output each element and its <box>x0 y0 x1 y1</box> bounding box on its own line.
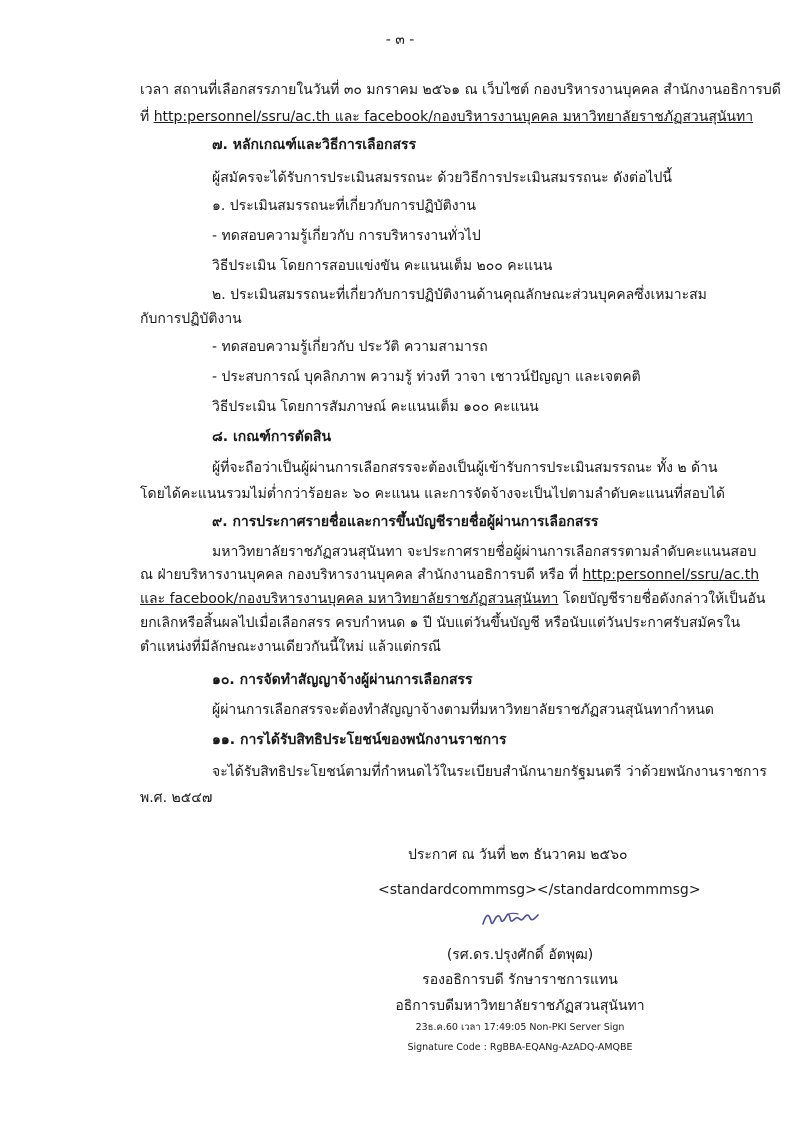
section9-line1: มหาวิทยาลัยราชภัฏสวนสุนันทา จะประกาศรายชื่อผู้ผ่านการเลือกสรรตามลำดับคะแนนสอบ <box>212 544 757 560</box>
section11-line1: จะได้รับสิทธิประโยชน์ตามที่กำหนดไว้ในระเบียบสำนักนายกรัฐมนตรี ว่าด้วยพนักงานราชการ <box>212 764 767 780</box>
handwritten-signature <box>480 906 542 930</box>
signer-title-acting: รองอธิการบดี รักษาราชการแทน <box>422 972 618 988</box>
signature-code: Signature Code : RgBBA-EQANg-AzADQ-AMQBE <box>407 1042 633 1053</box>
section9-line3 <box>140 589 766 609</box>
signer-title-president: อธิการบดีมหาวิทยาลัยราชภัฏสวนสุนันทา <box>395 998 645 1014</box>
website-facebook-link[interactable]: http:personnel/ssru/ac.th และ facebook/กองบริหารงานบุคคล มหาวิทยาลัยราชภัฏสวนสุนันทา <box>153 109 754 125</box>
section9-line3-text: โดยบัญชีรายชื่อดังกล่าวให้เป็นอัน <box>562 591 766 607</box>
para1-line2-prefix: ที่ <box>140 109 154 125</box>
section8-line1: ผู้ที่จะถือว่าเป็นผู้ผ่านการเลือกสรรจะต้องเป็นผู้เข้ารับการประเมินสมรรถนะ ทั้ง ๒ ด้าน <box>212 460 718 476</box>
section11-heading: ๑๑. การได้รับสิทธิประโยชน์ของพนักงานราชการ <box>212 732 507 748</box>
section9-heading: ๙. การประกาศรายชื่อและการขึ้นบัญชีรายชื่อผู้ผ่านการเลือกสรร <box>212 514 599 530</box>
sign-timestamp: 23ธ.ค.60 เวลา 17:49:05 Non-PKI Server Sign <box>415 1022 625 1033</box>
section7-heading: ๗. หลักเกณฑ์และวิธีการเลือกสรร <box>212 137 417 153</box>
section9-line4: ยกเลิกหรือสิ้นผลไปเมื่อเลือกสรร ครบกำหนด ๑ ปี นับแต่วันขึ้นบัญชี หรือนับแต่วันประกาศรับสมัครใน <box>140 615 741 631</box>
section9-facebook-link[interactable]: และ facebook/กองบริหารงานบุคคล มหาวิทยาลัยราชภัฏสวนสุนันทา <box>140 591 559 607</box>
section9-line2 <box>140 565 760 585</box>
section7-item2-method: วิธีประเมิน โดยการสัมภาษณ์ คะแนนเต็ม ๑๐๐ คะแนน <box>212 399 539 415</box>
section7-item1-method: วิธีประเมิน โดยการสอบแข่งขัน คะแนนเต็ม ๒๐๐ คะแนน <box>212 258 553 274</box>
section7-item1-test: - ทดสอบความรู้เกี่ยวกับ การบริหารงานทั่วไป <box>212 228 481 244</box>
section9-line2-text: ณ ฝ่ายบริหารงานบุคคล กองบริหารงานบุคคล สำนักงานอธิการบดี หรือ ที่ <box>140 567 579 583</box>
section7-item2-line2: กับการปฏิบัติงาน <box>140 311 242 327</box>
section7-intro: ผู้สมัครจะได้รับการประเมินสมรรถนะ ด้วยวิธีการประเมินสมรรถนะ ดังต่อไปนี้ <box>212 170 673 186</box>
section10-heading: ๑๐. การจัดทำสัญญาจ้างผู้ผ่านการเลือกสรร <box>212 672 473 688</box>
signer-name: (รศ.ดร.ปรุงศักดิ์ อัตพุฒ) <box>446 947 594 963</box>
para1-line2 <box>140 107 753 127</box>
section7-item2-test2: - ประสบการณ์ บุคลิกภาพ ความรู้ ท่วงที วาจา เชาวน์ปัญญา และเจตคติ <box>212 369 641 385</box>
announcement-date: ประกาศ ณ วันที่ ๒๓ ธันวาคม ๒๕๖๐ <box>408 847 628 863</box>
section8-line2: โดยได้คะแนนรวมไม่ต่ำกว่าร้อยละ ๖๐ คะแนน และการจัดจ้างจะเป็นไปตามลำดับคะแนนที่สอบได้ <box>140 486 726 502</box>
section7-item2-test1: - ทดสอบความรู้เกี่ยวกับ ประวัติ ความสามารถ <box>212 339 488 355</box>
section7-item2-line1: ๒. ประเมินสมรรถนะที่เกี่ยวกับการปฏิบัติงานด้านคุณลักษณะส่วนบุคคลซึ่งเหมาะสม <box>212 287 707 303</box>
page-number: - ๓ - <box>385 32 415 48</box>
para1-line1: เวลา สถานที่เลือกสรรภายในวันที่ ๓๐ มกราคม ๒๕๖๑ ณ เว็บไซต์ กองบริหารงานบุคคล สำนักงานอธิการบดี <box>140 82 781 98</box>
section7-item1: ๑. ประเมินสมรรถนะที่เกี่ยวกับการปฏิบัติงาน <box>212 198 476 214</box>
section9-line5: ตำแหน่งที่มีลักษณะงานเดียวกันนี้ใหม่ แล้วแต่กรณี <box>140 639 441 655</box>
section9-website-link[interactable]: http:personnel/ssru/ac.th <box>582 567 760 583</box>
section8-heading: ๘. เกณฑ์การตัดสิน <box>212 429 332 445</box>
section10-line1: ผู้ผ่านการเลือกสรรจะต้องทำสัญญาจ้างตามที่มหาวิทยาลัยราชภัฏสวนสุนันทากำหนด <box>212 702 714 718</box>
standard-comm-tag: <standardcommmsg></standardcommmsg> <box>378 882 701 898</box>
section11-line2: พ.ศ. ๒๕๔๗ <box>140 790 213 806</box>
